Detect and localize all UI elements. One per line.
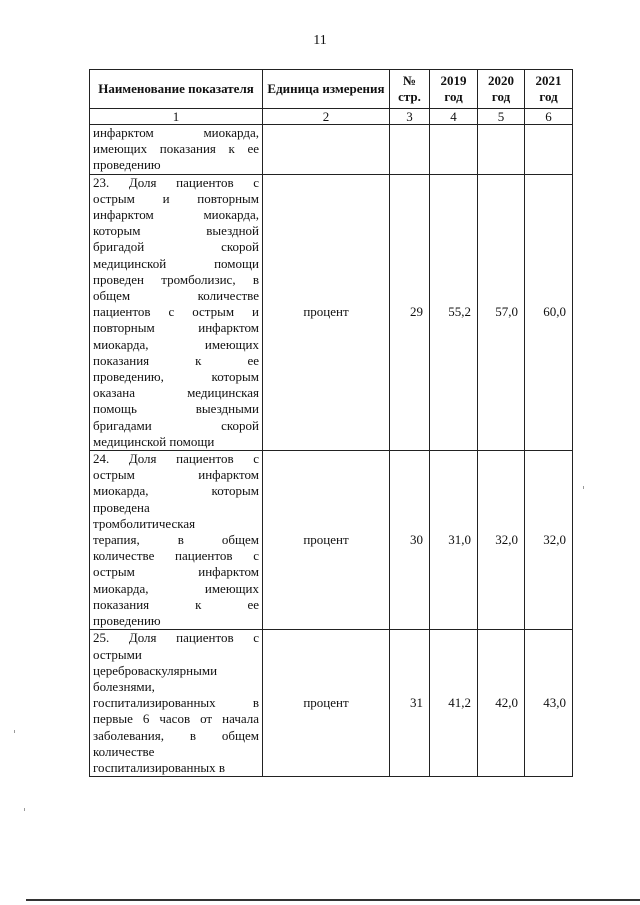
indicator-name-cell xyxy=(90,174,263,450)
value-2020-cell: 32,0 xyxy=(478,451,525,630)
unit-cell xyxy=(263,125,390,175)
indicator-name-line: 25. Доля пациентов с xyxy=(93,630,259,646)
indicator-name-line: госпитализированных в xyxy=(93,759,226,775)
unit-cell: процент xyxy=(263,451,390,630)
value-2020-cell xyxy=(478,125,525,175)
col-header-unit: Единица измерения xyxy=(263,70,390,109)
indicator-name-line: проведена xyxy=(93,499,150,515)
indicator-name-line: тромболитическая xyxy=(93,515,196,531)
col-number: 3 xyxy=(390,109,430,125)
scan-speck xyxy=(24,808,25,811)
indicator-name-line: бригадами скорой xyxy=(93,417,259,433)
indicator-name-line: острым и повторным xyxy=(93,190,259,206)
indicator-name-line: миокарда, имеющих xyxy=(93,336,259,352)
unit-cell: процент xyxy=(263,174,390,450)
value-2019-cell xyxy=(430,125,478,175)
indicator-name-line: помощь выездными xyxy=(93,401,259,417)
indicator-name-line: имеющих показания к ее xyxy=(93,141,259,157)
table-row xyxy=(90,451,573,630)
indicator-name-cell xyxy=(90,451,263,630)
indicator-name-line: острым инфарктом xyxy=(93,564,259,580)
value-2021-cell: 32,0 xyxy=(525,451,573,630)
indicator-name-line: болезнями, xyxy=(93,678,155,694)
page-cell xyxy=(390,125,430,175)
indicator-name-line: острыми xyxy=(93,646,142,662)
value-2019-cell: 41,2 xyxy=(430,630,478,777)
indicator-name-line: показания к ее xyxy=(93,352,259,368)
indicator-name-line: показания к ее xyxy=(93,596,259,612)
indicator-name-line: инфарктом миокарда, xyxy=(93,125,259,140)
col-header-name: Наименование показателя xyxy=(90,70,263,109)
page-cell: 31 xyxy=(390,630,430,777)
indicator-name-line: миокарда, имеющих xyxy=(93,580,259,596)
table-row xyxy=(90,630,573,777)
indicator-name-line: терапия, в общем xyxy=(93,532,259,548)
unit-cell: процент xyxy=(263,630,390,777)
page-number: 11 xyxy=(313,33,327,48)
indicator-name-line: проведению, которым xyxy=(93,369,259,385)
col-number: 1 xyxy=(90,109,263,125)
value-2019-cell: 31,0 xyxy=(430,451,478,630)
indicator-name-line: миокарда, которым xyxy=(93,483,259,499)
page-cell: 29 xyxy=(390,174,430,450)
value-2021-cell: 60,0 xyxy=(525,174,573,450)
indicator-name-line: первые 6 часов от начала xyxy=(93,711,259,727)
indicator-name-line: 24. Доля пациентов с xyxy=(93,451,259,467)
page-cell: 30 xyxy=(390,451,430,630)
indicator-name-line: цереброваскулярными xyxy=(93,662,218,678)
indicator-name-line: заболевания, в общем xyxy=(93,727,259,743)
value-2020-cell: 42,0 xyxy=(478,630,525,777)
header-row xyxy=(90,70,573,109)
table-row xyxy=(90,174,573,450)
col-number: 6 xyxy=(525,109,573,125)
indicator-name-line: количестве пациентов с xyxy=(93,548,259,564)
indicator-name-line: повторным инфарктом xyxy=(93,320,259,336)
indicator-name-line: госпитализированных в xyxy=(93,695,259,711)
indicator-name-line: медицинской помощи xyxy=(93,255,259,271)
indicator-name-line: проведен тромболизис, в xyxy=(93,271,259,287)
indicator-name-line: оказана медицинская xyxy=(93,385,259,401)
bottom-rule xyxy=(26,899,640,901)
indicator-name-cell xyxy=(90,125,263,175)
indicator-name-line: бригадой скорой xyxy=(93,239,259,255)
value-2021-cell: 43,0 xyxy=(525,630,573,777)
scan-speck xyxy=(583,486,584,489)
value-2019-cell: 55,2 xyxy=(430,174,478,450)
col-header-2019: 2019 год xyxy=(430,70,478,109)
indicator-name-line: пациентов с острым и xyxy=(93,304,259,320)
value-2021-cell xyxy=(525,125,573,175)
indicator-name-cell xyxy=(90,630,263,777)
col-header-page: № стр. xyxy=(390,70,430,109)
indicator-name-line: общем количестве xyxy=(93,288,259,304)
indicator-name-line: количестве xyxy=(93,743,155,759)
indicators-table xyxy=(89,69,573,777)
value-2020-cell: 57,0 xyxy=(478,174,525,450)
col-number: 2 xyxy=(263,109,390,125)
indicator-name-line: которым выездной xyxy=(93,223,259,239)
indicator-name-line: инфарктом миокарда, xyxy=(93,207,259,223)
scan-speck xyxy=(14,730,15,733)
indicator-name-line: проведению xyxy=(93,157,161,173)
col-header-2021: 2021 год xyxy=(525,70,573,109)
table-row xyxy=(90,125,573,175)
col-number: 4 xyxy=(430,109,478,125)
column-numbers-row xyxy=(90,109,573,125)
indicator-name-line: 23. Доля пациентов с xyxy=(93,174,259,190)
col-header-2020: 2020 год xyxy=(478,70,525,109)
col-number: 5 xyxy=(478,109,525,125)
indicator-name-line: острым инфарктом xyxy=(93,467,259,483)
indicator-name-line: проведению xyxy=(93,613,161,629)
indicator-name-line: медицинской помощи xyxy=(93,433,215,449)
